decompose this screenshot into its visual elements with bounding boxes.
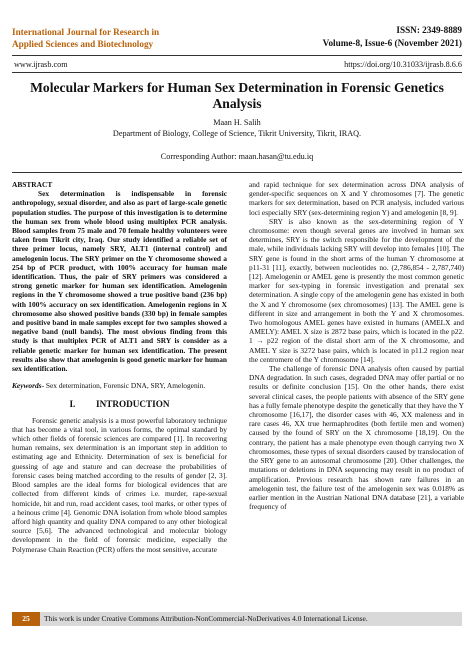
keywords-text: Sex determination, Forensic DNA, SRY, Amelogenin. <box>44 381 206 391</box>
journal-name-line2: Applied Sciences and Biotechnology <box>12 39 154 49</box>
header-rule <box>12 55 462 56</box>
intro-text: Forensic genetic analysis is a most powerful laboratory technique that has become a vital tool, in various forms, the optimal standard by which other fields of forensic sciences are compared [1]. In recovering human remains, sex determination is an important step in addition to estimating age and Ethnicity. Determination of sex is beneficial for guessing of age and stature and can decrease the probabilities of forensic cases being matched according to the results of gender [2, 3]. Blood samples are the ideal forms for biological evidences that are collected from different kinds of crimes i.e. murder, rape-sexual homicide, hit and run, road accident cases, tool marks, or other types of a heinous crime [4]. Genomic DNA isolation from whole blood samples afford high quantity and quality DNA compared to any other biological source [5,6]. The advanced technological and molecular biology development in the field of forensic medicine, especially the Polymerase Chain Reaction (PCR) offers the most sensitive, accurate <box>12 415 227 554</box>
page-number: 25 <box>12 612 40 626</box>
article-title: Molecular Markers for Human Sex Determination in Forensic Genetics Analysis <box>30 80 444 111</box>
license-text[interactable]: This work is under Creative Commons Attribution-NonCommercial-NoDerivatives 4.0 International License. <box>44 614 368 623</box>
right-paragraph-2: SRY is also known as the sex-determining region of Y chromosome: even though several genes are involved in human sex determines, SRY is the switch responsible for the development of the male, while individuals lacking SRY will develop into females [10]. The SRY gene is found in the short arms of the human Y chromosome at p11-31 [11], exactly, between nucleotides no. (2,786,854 - 2,787,740) [12]. Amelogenin or AMEL gene is presently the most common genetic marker for sex-typing in forensic investigation and prenatal sex determination. A single copy of the amelogenin gene has existed in both the X and Y chromosome (sex chromosomes) [13]. The AMEL gene is different in size and arrangement in both the Y and X chromosomes. Two homologous AMEL genes have existed in humans (AMELX and AMELY): AMEL X size is 2872 base pairs, which is located in the p22. 1 → p22 region of the distal short arm of the X chromosome, and AMEL Y size is 3272 base pairs, which is located in p11.2 region near the centromere of the Y chromosome [14]. <box>249 216 464 364</box>
corresponding-author: Corresponding Author: maan.hasan@tu.edu.iq <box>160 152 314 161</box>
issn: ISSN: 2349-8889 <box>396 25 462 35</box>
author-block <box>0 118 474 139</box>
right-paragraph-1: and rapid technique for sex determination across DNA analysis of gender-specific sequences on X and Y chromosomes [7]. The genetic markers for sex determination, based on PCR analysis, included various loci especially SRY (sex-determining region Y) and amelogenin [8, 9]. <box>249 180 464 217</box>
keywords-label: Keywords- <box>12 381 45 391</box>
author-name: Maan H. Salih <box>213 118 261 127</box>
volume-issue: Volume-8, Issue-6 (November 2021) <box>322 38 462 48</box>
right-column <box>249 180 464 511</box>
abstract-heading: ABSTRACT <box>12 180 53 189</box>
header-rule-bottom <box>12 72 462 73</box>
right-paragraph-3: The challenge of forensic DNA analysis often caused by partial DNA degradation. In such cases, degraded DNA may offer partial or no results or definite conclusion [15]. On the other hands, there exist several clinical cases, the people patients with absence of the SRY gene has a fully female phenotype despite the genetically that they have the Y chromosome [16,17], the disorder cases with 46, XX maleness and in rare cases 46, XX true hermaphrodites (both fertile men and women) caused by the found of SRY on the X chromosome [18,19]. On the contrary, the patient has a male phenotype even though carrying two X chromosomes, these types of sexual disorders caused by translocation of the SRY gene to an autosomal chromosome [20]. Other challenges, the mutations or deletions in DNA sequencing may result in no product of amplification. Previous research has shown rare failures in an amelogenin test, the failure test of the amelogenin sex was 0.018% as earlier mention in the Austrian National DNA database [21], a variable frequency of <box>249 364 464 512</box>
journal-name <box>12 26 252 50</box>
issn-block <box>323 24 462 50</box>
doi-link[interactable]: https://doi.org/10.31033/ijrasb.8.6.6 <box>344 60 462 69</box>
abstract-text: Sex determination is indispensable in forensic anthropology, sexual disorder, and also as part of large-scale genetic population studies. The purpose of this investigation is to determine the human sex from whole blood using multiplex PCR analysis. Blood samples from 75 male and 70 female healthy volunteers were taken from Tikrit city, Iraq. Our study identified a reliable set of three primer locus, namely SRY, ALT1 (internal control) and amelogenin locus. The SRY primer on the Y chromosome showed a 254 bp of PCR product, with 100% accuracy for human male identification. Thus, the pair of SRY primers was considered a strong genetic marker for human sex identification. Amelogenin regions in the Y chromosome showed a true positive band (236 bp) with 100% accuracy on sex identification. Amelogenin regions in X chromosome also showed positive bands (330 bp) in female samples and positive band in male samples except for two samples showed a negative band (null bands). The most obvious finding from this study is that multiplex PCR of ALT1 and SRY is consider as a reliable genetic marker for human sex identification. The present results also show that amelogenin is good genetic marker for human sex identification. <box>12 189 227 374</box>
affiliation: Department of Biology, College of Science, Tikrit University, Tikrit, IRAQ. <box>112 128 362 138</box>
left-column <box>12 180 227 554</box>
keywords <box>12 381 227 390</box>
website-link[interactable]: www.ijrasb.com <box>14 60 68 69</box>
title-rule <box>12 172 462 173</box>
journal-name-line1: International Journal for Research in <box>12 27 160 37</box>
intro-heading: I. INTRODUCTION <box>69 399 170 410</box>
